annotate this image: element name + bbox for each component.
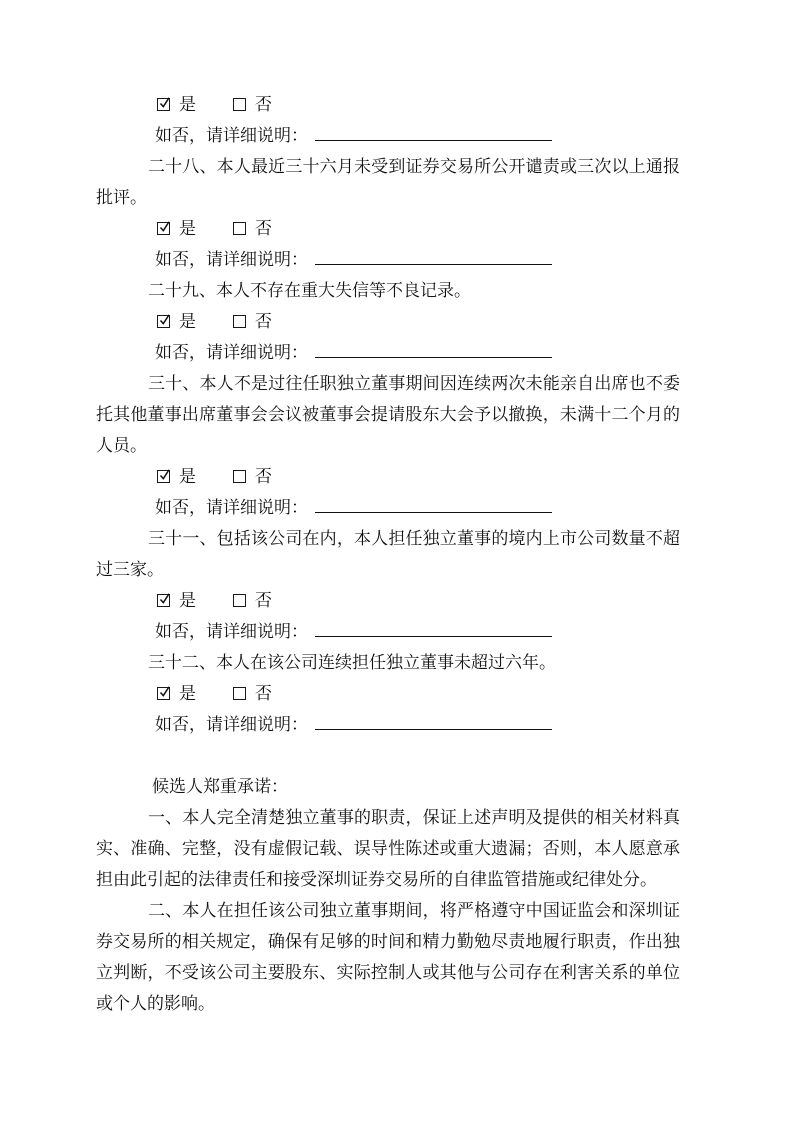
- commitment-heading: 候选人郑重承诺：: [152, 777, 288, 796]
- commitment-paragraph: 一、本人完全清楚独立董事的职责，保证上述声明及提供的相关材料真实、准确、完整，没有虚假记载、误导性陈述或重大遗漏；否则，本人愿意承担由此引起的法律责任和接受深圳证券交易所的自律监管措施或纪律处分。: [96, 808, 680, 889]
- yes-label: 是: [179, 591, 196, 610]
- blank-line-spacer: [96, 740, 680, 771]
- checkbox-checked-icon: [157, 98, 170, 111]
- checkbox-checked-icon: [157, 222, 170, 235]
- checkbox-checked-icon: [157, 315, 170, 328]
- commitment-paragraph: 二、本人在担任该公司独立董事期间，将严格遵守中国证监会和深圳证券交易所的相关规定，确保有足够的时间和精力勤勉尽责地履行职责，作出独立判断，不受该公司主要股东、实际控制人或其他与公司存在利害关系的单位或个人的影响。: [96, 901, 680, 1013]
- checkbox-checked-icon: [157, 470, 170, 483]
- explain-prompt: 如否，请详细说明：: [155, 622, 308, 641]
- explain-row: [96, 492, 680, 523]
- checkbox-unchecked-icon: [233, 222, 246, 235]
- fill-in-blank-line: [315, 343, 552, 358]
- fill-in-blank-line: [315, 498, 552, 513]
- explain-prompt: 如否，请详细说明：: [155, 498, 308, 517]
- yes-label: 是: [179, 684, 196, 703]
- yes-label: 是: [179, 467, 196, 486]
- checkbox-unchecked-icon: [233, 594, 246, 607]
- no-label: 否: [255, 467, 272, 486]
- checkbox-unchecked-icon: [233, 98, 246, 111]
- statement-paragraph: 三十一、包括该公司在内，本人担任独立董事的境内上市公司数量不超过三家。: [96, 529, 680, 579]
- yes-no-row: [96, 306, 680, 337]
- no-label: 否: [255, 312, 272, 331]
- yes-no-row: [96, 585, 680, 616]
- yes-no-row: [96, 213, 680, 244]
- yes-label: 是: [179, 95, 196, 114]
- explain-prompt: 如否，请详细说明：: [155, 715, 308, 734]
- explain-row: [96, 337, 680, 368]
- checkbox-unchecked-icon: [233, 687, 246, 700]
- explain-row: [96, 244, 680, 275]
- yes-no-row: [96, 678, 680, 709]
- statement-paragraph: 三十二、本人在该公司连续担任独立董事未超过六年。: [148, 653, 556, 672]
- fill-in-blank-line: [315, 622, 552, 637]
- no-label: 否: [255, 95, 272, 114]
- fill-in-blank-line: [315, 250, 552, 265]
- fill-in-blank-line: [315, 715, 552, 730]
- statement-paragraph: 二十八、本人最近三十六月未受到证券交易所公开谴责或三次以上通报批评。: [96, 157, 680, 207]
- yes-label: 是: [179, 312, 196, 331]
- statement-paragraph: 三十、本人不是过往任职独立董事期间因连续两次未能亲自出席也不委托其他董事出席董事会会议被董事会提请股东大会予以撤换，未满十二个月的人员。: [96, 374, 680, 455]
- explain-row: [96, 616, 680, 647]
- document-content: [96, 89, 680, 1019]
- no-label: 否: [255, 219, 272, 238]
- explain-prompt: 如否，请详细说明：: [155, 343, 308, 362]
- explain-row: [96, 709, 680, 740]
- fill-in-blank-line: [315, 126, 552, 141]
- yes-no-row: [96, 89, 680, 120]
- checkbox-checked-icon: [157, 687, 170, 700]
- yes-label: 是: [179, 219, 196, 238]
- checkbox-unchecked-icon: [233, 470, 246, 483]
- no-label: 否: [255, 591, 272, 610]
- yes-no-row: [96, 461, 680, 492]
- statement-paragraph: 二十九、本人不存在重大失信等不良记录。: [148, 281, 471, 300]
- explain-prompt: 如否，请详细说明：: [155, 250, 308, 269]
- checkbox-checked-icon: [157, 594, 170, 607]
- no-label: 否: [255, 684, 272, 703]
- checkbox-unchecked-icon: [233, 315, 246, 328]
- explain-row: [96, 120, 680, 151]
- explain-prompt: 如否，请详细说明：: [155, 126, 308, 145]
